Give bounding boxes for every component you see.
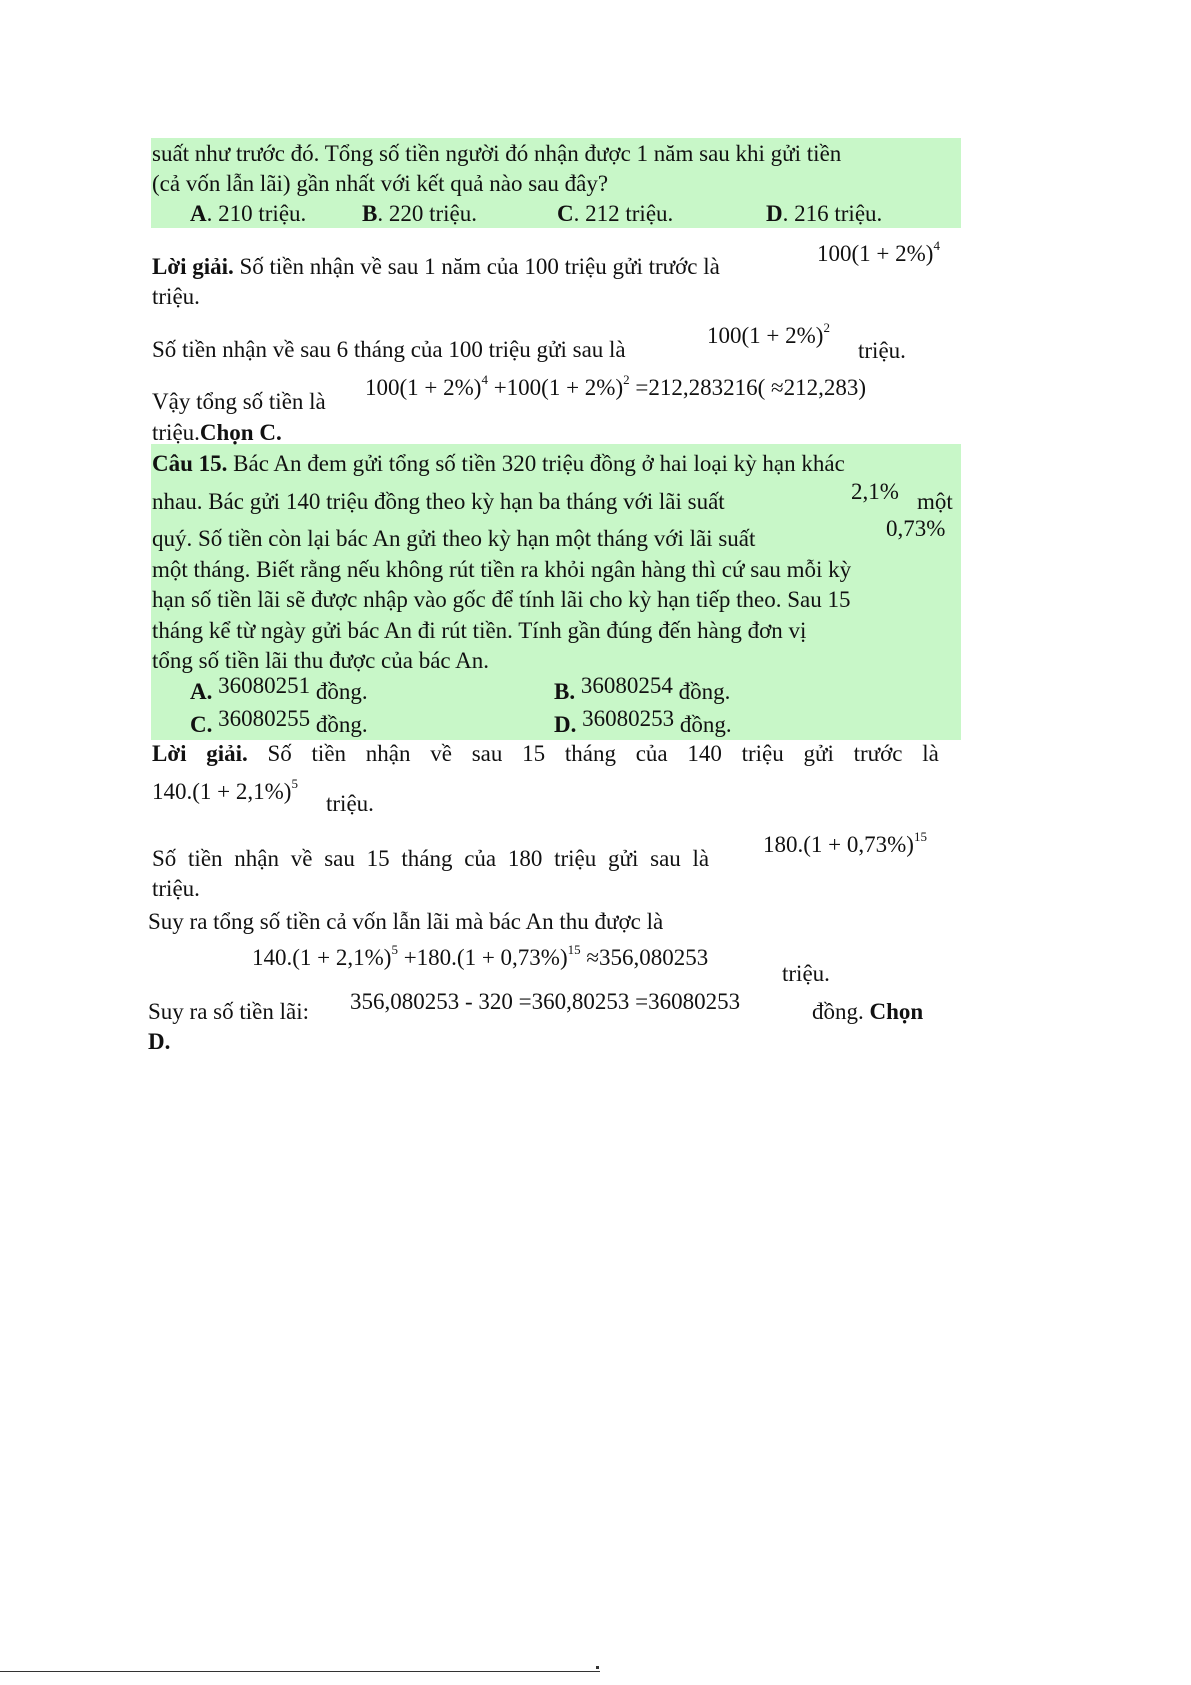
solution-15-line-1: Lời giải. Số tiền nhận về sau 15 tháng của 140 triệu gửi trước là — [152, 741, 939, 766]
question-15-rate-2: 0,73% — [886, 516, 946, 541]
q15-option-d: D. 36080253 đồng. — [554, 706, 732, 737]
prev-option-c: C. 212 triệu. — [557, 201, 674, 226]
solution-14-line-3: Số tiền nhận về sau 6 tháng của 100 triệu gửi sau là — [152, 337, 626, 362]
prev-option-b: B. 220 triệu. — [362, 201, 477, 226]
solution-15-formula-1: $140.(1 + 2,1\%)^5$ — [152, 776, 298, 804]
solution-14-line-2: triệu. — [152, 284, 200, 309]
solution-15-formula-2: $180.(1 + 0,73\%)^{15}$ — [763, 829, 927, 857]
solution-14-formula-1: $100(1 + 2\%)^4$ — [817, 238, 940, 266]
prev-question-line-1: suất như trước đó. Tổng số tiền người đó nhận được 1 năm sau khi gửi tiền — [152, 141, 842, 166]
question-15-rate-1: 2,1% — [851, 479, 899, 504]
solution-15-line-7-tail: đồng. Chọn — [812, 999, 924, 1024]
question-15-line-4: một tháng. Biết rằng nếu không rút tiền ra khỏi ngân hàng thì cứ sau mỗi kỳ — [152, 557, 852, 582]
q15-option-c: C. 36080255 đồng. — [190, 706, 368, 737]
question-15-line-5: hạn số tiền lãi sẽ được nhập vào gốc để tính lãi cho kỳ hạn tiếp theo. Sau 15 — [152, 587, 851, 612]
prev-option-d: D. 216 triệu. — [766, 201, 883, 226]
q15-option-a: A. 36080251 đồng. — [190, 673, 368, 704]
solution-15-formula-3: $140.(1 + 2,1\%)^5 +180.(1 + 0,73\%)^{15} \approx 356,080253$ — [252, 942, 709, 970]
question-15-line-1: Câu 15. Bác An đem gửi tổng số tiền 320 triệu đồng ở hai loại kỳ hạn khác — [152, 451, 845, 476]
question-15-line-2-tail: một — [917, 489, 953, 514]
question-15-line-6: tháng kể từ ngày gửi bác An đi rút tiền. Tính gần đúng đến hàng đơn vị — [152, 618, 807, 643]
question-15-line-7: tổng số tiền lãi thu được của bác An. — [152, 648, 489, 673]
solution-15-line-6-tail: triệu. — [782, 961, 830, 986]
solution-15-line-8: D. — [148, 1029, 171, 1054]
footer-mark — [596, 1666, 599, 1669]
solution-14-line-3-tail: triệu. — [858, 338, 906, 363]
solution-14-formula-2: $100(1 + 2\%)^2$ — [707, 320, 830, 348]
solution-15-line-5: Suy ra tổng số tiền cả vốn lẫn lãi mà bác An thu được là — [148, 909, 664, 934]
solution-15-formula-4: 356,080253 - 320 =360,80253 =36080253 — [350, 989, 741, 1014]
solution-14-line-4: Vậy tổng số tiền là — [152, 389, 326, 414]
solution-15-line-7: Suy ra số tiền lãi: — [148, 999, 309, 1024]
solution-14-line-5: triệu.Chọn C. — [152, 420, 282, 445]
q15-option-b: B. 36080254 đồng. — [554, 673, 731, 704]
footer-divider — [0, 1671, 600, 1672]
prev-question-line-2: (cả vốn lẫn lãi) gần nhất với kết quả nào sau đây? — [152, 171, 609, 196]
solution-15-line-3: Số tiền nhận về sau 15 tháng của 180 triệu gửi sau là — [152, 846, 710, 871]
solution-15-line-2-tail: triệu. — [326, 791, 374, 816]
question-15-line-3: quý. Số tiền còn lại bác An gửi theo kỳ hạn một tháng với lãi suất — [152, 526, 756, 551]
solution-14-line-1: Lời giải. Số tiền nhận về sau 1 năm của 100 triệu gửi trước là — [152, 254, 720, 279]
prev-option-a: A. 210 triệu. — [190, 201, 307, 226]
solution-15-line-4: triệu. — [152, 876, 200, 901]
question-15-line-2: nhau. Bác gửi 140 triệu đồng theo kỳ hạn ba tháng với lãi suất — [152, 489, 725, 514]
solution-14-formula-3: $100(1 + 2\%)^4 +100(1 + 2\%)^2 =212,283216( \approx 212,283)$ — [365, 372, 867, 400]
